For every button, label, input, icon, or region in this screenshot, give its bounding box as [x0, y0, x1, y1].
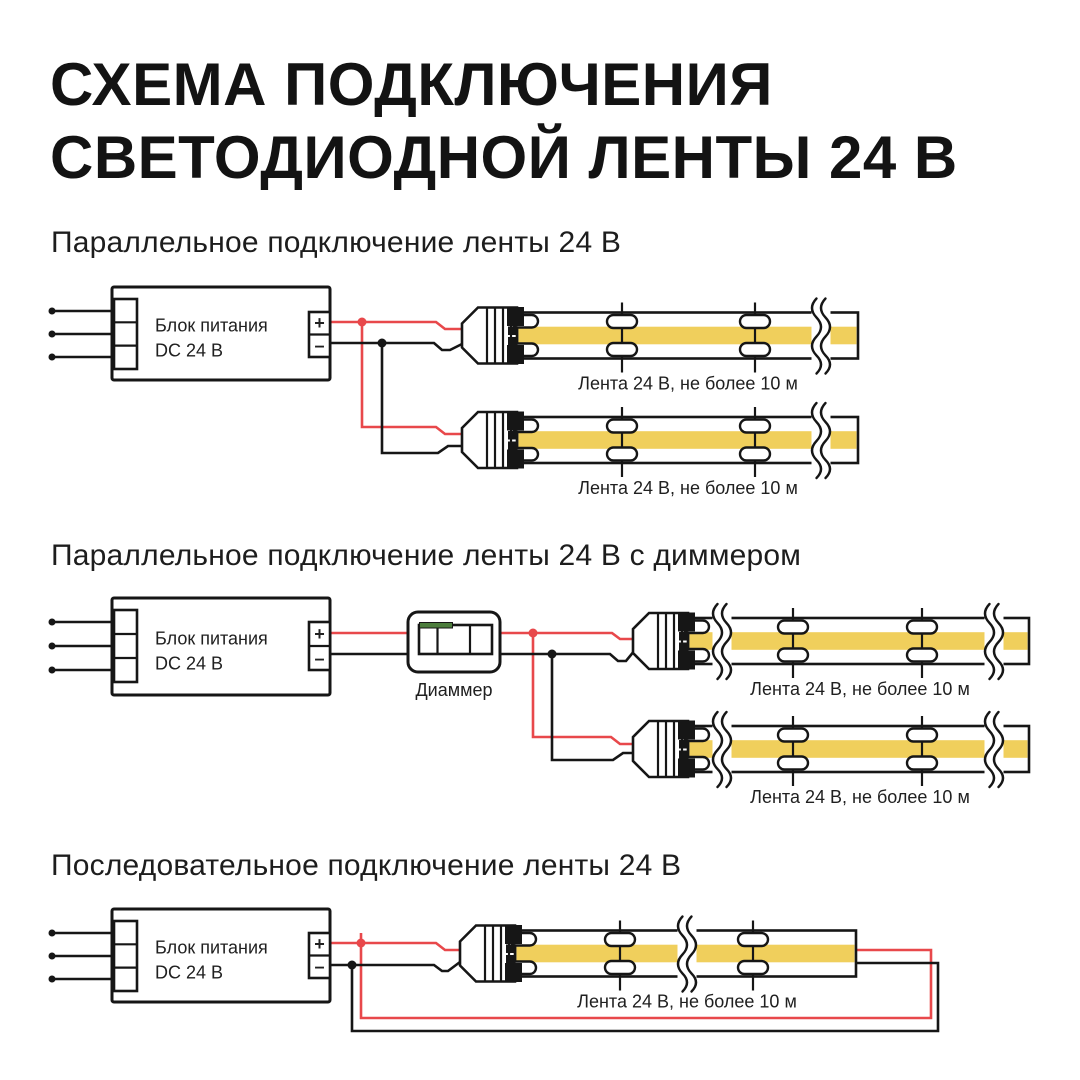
break-symbol: [985, 604, 1004, 679]
minus-terminal-label: –: [314, 648, 325, 669]
minus-terminal-label: –: [314, 335, 325, 356]
psu-label-line2: DC 24 В: [155, 962, 224, 983]
section-2-heading: Параллельное подключение ленты 24 В с диммером: [51, 539, 802, 572]
break-symbol: [812, 403, 831, 478]
wire-negative-branch: [382, 343, 463, 453]
junction-dot-positive: [357, 939, 366, 948]
wire-end-dot: [49, 354, 56, 361]
diagram-series: [49, 909, 939, 1031]
power-supply: [112, 287, 330, 380]
strip-body: [517, 417, 858, 463]
junction-dot-positive: [358, 318, 367, 327]
plus-terminal-label: +: [314, 934, 325, 954]
page-title-line1: СХЕМА ПОДКЛЮЧЕНИЯ: [50, 51, 773, 118]
wire-end-dot: [49, 667, 56, 674]
wire-end-dot: [49, 619, 56, 626]
dimmer: [408, 612, 500, 700]
psu-label-line1: Блок питания: [155, 628, 268, 649]
strip-caption: Лента 24 В, не более 10 м: [750, 679, 970, 699]
wire-end-dot: [49, 643, 56, 650]
plus-terminal-label: +: [314, 313, 325, 333]
strip-caption: Лента 24 В, не более 10 м: [578, 373, 798, 394]
break-symbol: [713, 712, 732, 787]
minus-terminal-label: –: [314, 956, 325, 977]
psu-label-line1: Блок питания: [155, 315, 268, 336]
psu-input-wires: [49, 308, 117, 361]
wire-positive-branch: [362, 322, 463, 434]
strip-body: [517, 313, 858, 359]
led-strip-1: [633, 604, 1029, 699]
break-symbol: [812, 299, 831, 374]
diagram-parallel: [49, 287, 859, 498]
led-strip-1: [460, 917, 856, 1012]
strip-body: [688, 726, 1029, 772]
psu-label-line1: Блок питания: [155, 937, 268, 958]
strip-caption: Лента 24 В, не более 10 м: [578, 478, 798, 498]
section-1-heading: Параллельное подключение ленты 24 В: [51, 226, 622, 259]
plus-terminal-label: +: [314, 624, 325, 644]
power-supply: [112, 598, 330, 695]
strip-caption: Лента 24 В, не более 10 м: [750, 787, 970, 807]
wire-end-dot: [49, 976, 56, 983]
psu-label-line2: DC 24 В: [155, 340, 224, 361]
led-strip-1: [462, 299, 858, 394]
break-symbol: [713, 604, 732, 679]
junction-dot-positive: [529, 629, 538, 638]
break-symbol: [678, 917, 697, 992]
section-3-heading: Последовательное подключение ленты 24 В: [51, 849, 682, 882]
wire-positive: [330, 322, 463, 329]
diagram-parallel-dimmer: [49, 598, 1030, 807]
wire-end-dot: [49, 331, 56, 338]
psu-label-line2: DC 24 В: [155, 653, 224, 674]
power-supply: [112, 909, 330, 1002]
junction-dot-negative: [378, 339, 387, 348]
junction-dot-negative: [548, 650, 557, 659]
break-symbol: [985, 712, 1004, 787]
strip-body: [688, 618, 1029, 664]
wire-end-dot: [49, 308, 56, 315]
junction-dot-negative: [348, 961, 357, 970]
page-title-line2: СВЕТОДИОДНОЙ ЛЕНТЫ 24 В: [50, 124, 958, 192]
strip-caption: Лента 24 В, не более 10 м: [577, 991, 797, 1012]
led-strip-2: [633, 712, 1029, 807]
psu-input-wires: [49, 930, 117, 983]
psu-input-wires: [49, 619, 117, 674]
wire-end-dot: [49, 953, 56, 960]
wire-end-dot: [49, 930, 56, 937]
led-strip-2: [462, 403, 858, 498]
wire-negative: [330, 343, 462, 350]
dimmer-slider: [420, 623, 453, 629]
wire-positive-branch: [533, 633, 635, 744]
wire-positive: [330, 943, 461, 950]
dimmer-label: Диаммер: [415, 680, 493, 700]
